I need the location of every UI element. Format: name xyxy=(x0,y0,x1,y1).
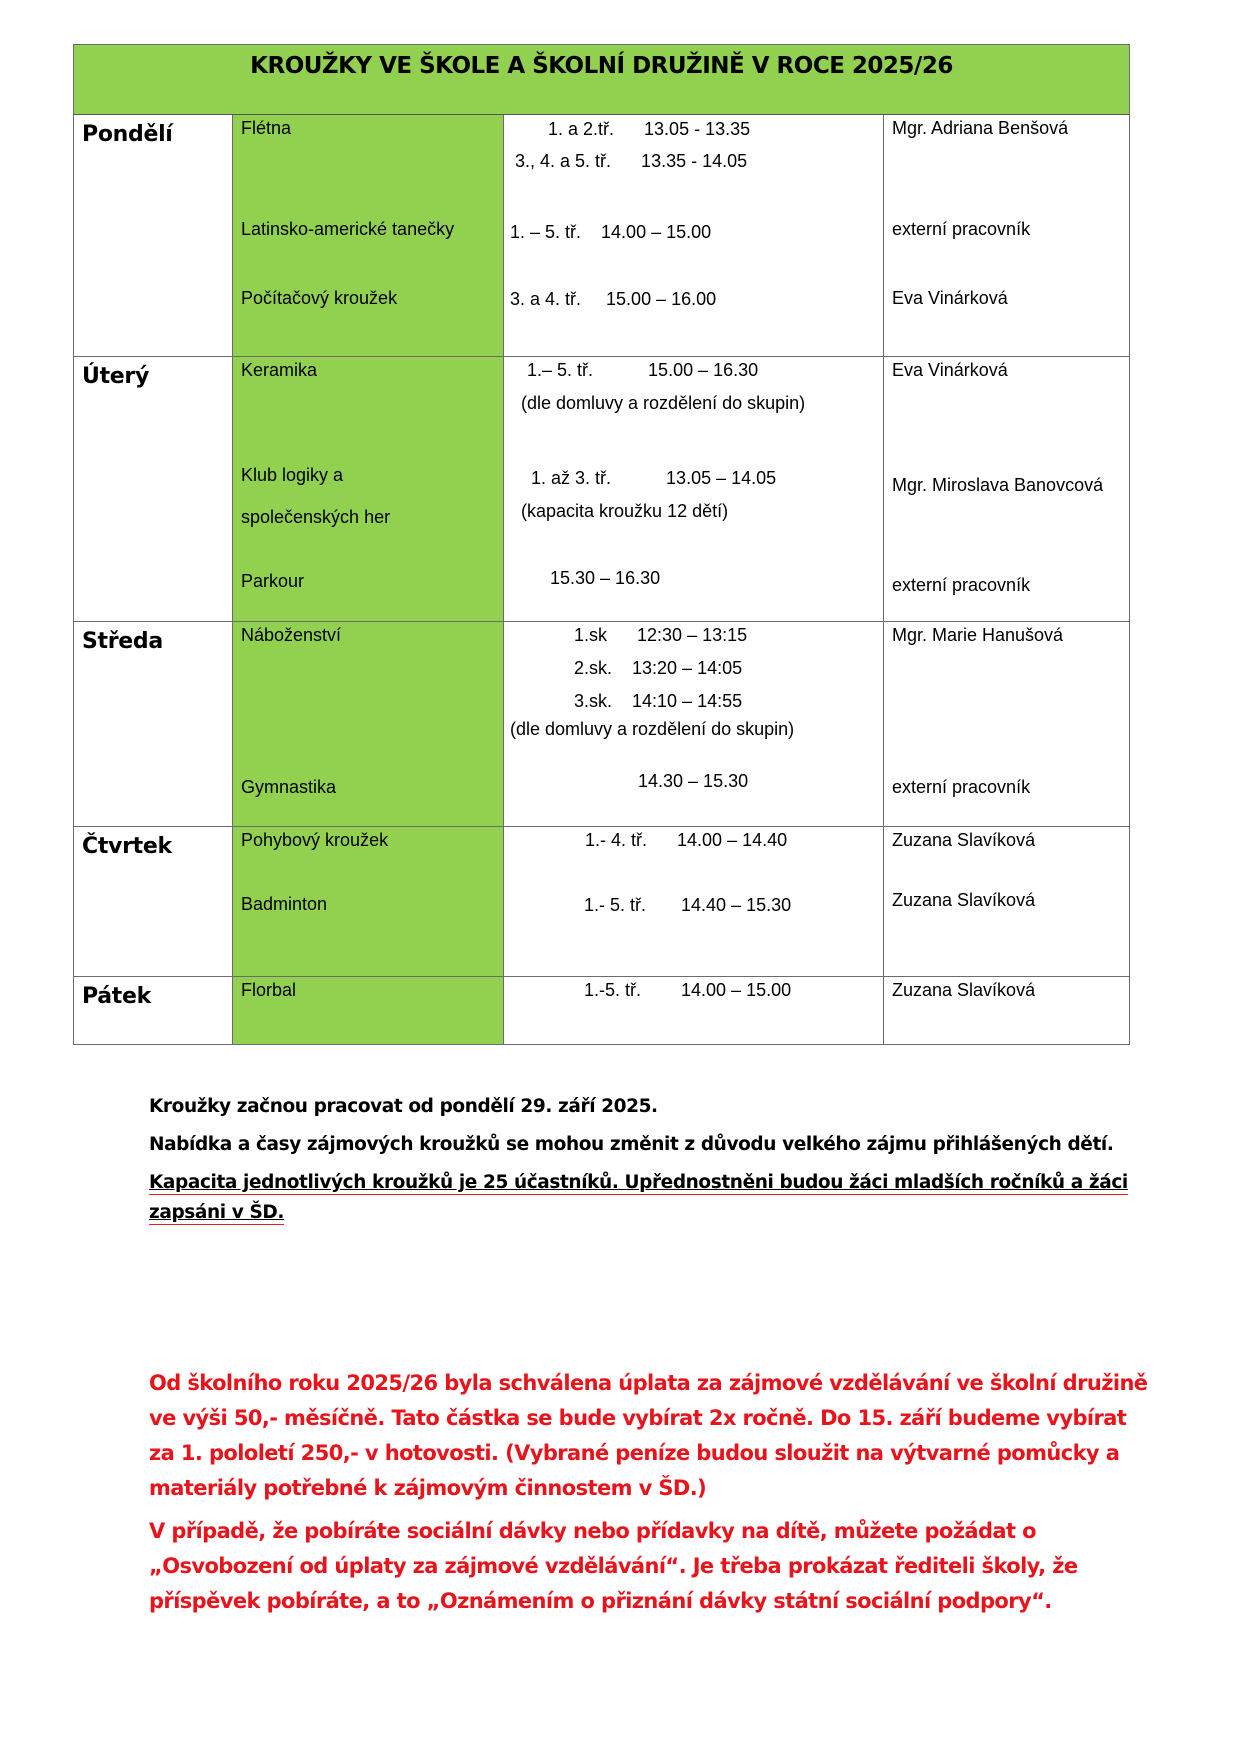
time-slot: 1.-5. tř. 14.00 – 15.00 xyxy=(584,980,792,1000)
exemption-paragraph: V případě, že pobíráte sociální dávky nebo přídavky na dítě, můžete požádat o „Osvobození od úplaty za zájmové vzdělávání“. Je třeba prokázat řediteli školy, že příspěvek pobíráte, a to „Oznámením o přiznání dávky státní sociální podpory“. xyxy=(149,1519,1078,1613)
teacher-name: Mgr. Adriana Benšová xyxy=(892,118,1069,138)
time-note: (kapacita kroužku 12 dětí) xyxy=(521,501,729,521)
page-title: KROUŽKY VE ŠKOLE A ŠKOLNÍ DRUŽINĚ V ROCE 2025/26 xyxy=(250,53,953,79)
activity-name: Florbal xyxy=(241,980,297,1000)
teacher-name: Zuzana Slavíková xyxy=(892,890,1036,910)
day-label: Pondělí xyxy=(74,115,233,356)
time-slot: 1. až 3. tř. 13.05 – 14.05 xyxy=(531,468,777,488)
activity-name: Parkour xyxy=(241,571,305,591)
notes-block xyxy=(149,1092,1139,1236)
teacher-name: Mgr. Marie Hanušová xyxy=(892,625,1064,645)
table-row-friday xyxy=(74,977,1129,1044)
time-slot: 1. a 2.tř. 13.05 - 13.35 xyxy=(548,119,751,139)
activity-name: Gymnastika xyxy=(241,777,337,797)
day-label: Čtvrtek xyxy=(74,827,233,976)
day-label: Úterý xyxy=(74,357,233,621)
teachers-cell xyxy=(884,622,1129,826)
activities-cell xyxy=(233,977,504,1044)
change-note: Nabídka a časy zájmových kroužků se mohou změnit z důvodu velkého zájmu přihlášených dětí. xyxy=(149,1134,1114,1155)
activity-name: Klub logiky a xyxy=(241,465,344,485)
teacher-name: Eva Vinárková xyxy=(892,360,1008,380)
activity-name: Pohybový kroužek xyxy=(241,830,389,850)
activity-name: Keramika xyxy=(241,360,318,380)
teachers-cell xyxy=(884,115,1129,356)
fee-notice xyxy=(149,1366,1149,1627)
times-cell xyxy=(504,115,884,356)
table-row-tuesday xyxy=(74,357,1129,622)
table-header xyxy=(74,45,1129,115)
teacher-name: externí pracovník xyxy=(892,777,1031,797)
times-cell xyxy=(504,827,884,976)
day-label: Středa xyxy=(74,622,233,826)
teacher-name: Zuzana Slavíková xyxy=(892,980,1036,1000)
activities-cell xyxy=(233,115,504,356)
table-row-wednesday xyxy=(74,622,1129,827)
activity-name: Náboženství xyxy=(241,625,342,645)
time-slot: 15.30 – 16.30 xyxy=(550,568,661,588)
table-row-thursday xyxy=(74,827,1129,977)
activities-cell xyxy=(233,827,504,976)
time-slot: 1. – 5. tř. 14.00 – 15.00 xyxy=(510,222,712,242)
schedule-table xyxy=(73,44,1130,1045)
activities-cell xyxy=(233,357,504,621)
time-slot: 3. a 4. tř. 15.00 – 16.00 xyxy=(510,289,717,309)
start-note: Kroužky začnou pracovat od pondělí 29. září 2025. xyxy=(149,1096,658,1117)
teachers-cell xyxy=(884,827,1129,976)
activity-name: Badminton xyxy=(241,894,328,914)
times-cell xyxy=(504,977,884,1044)
time-slot: 1.– 5. tř. 15.00 – 16.30 xyxy=(527,360,759,380)
time-slot: 1.- 5. tř. 14.40 – 15.30 xyxy=(584,895,792,915)
time-note: (dle domluvy a rozdělení do skupin) xyxy=(510,719,795,739)
activity-name: Latinsko-americké tanečky xyxy=(241,219,455,239)
teacher-name: Mgr. Miroslava Banovcová xyxy=(892,475,1104,495)
activities-cell xyxy=(233,622,504,826)
capacity-note xyxy=(149,1168,1139,1228)
time-slot: 3.sk. 14:10 – 14:55 xyxy=(574,691,743,711)
time-slot: 2.sk. 13:20 – 14:05 xyxy=(574,658,743,678)
activity-name: společenských her xyxy=(241,507,391,527)
time-slot: 3., 4. a 5. tř. 13.35 - 14.05 xyxy=(515,151,748,171)
teacher-name: Eva Vinárková xyxy=(892,288,1008,308)
time-slot: 1.sk 12:30 – 13:15 xyxy=(574,625,748,645)
time-slot: 14.30 – 15.30 xyxy=(638,771,749,791)
teachers-cell xyxy=(884,977,1129,1044)
teacher-name: externí pracovník xyxy=(892,219,1031,239)
time-note: (dle domluvy a rozdělení do skupin) xyxy=(521,393,806,413)
teacher-name: externí pracovník xyxy=(892,575,1031,595)
times-cell xyxy=(504,622,884,826)
activity-name: Flétna xyxy=(241,118,292,138)
capacity-note-text: Kapacita jednotlivých kroužků je 25 účastníků. Upřednostněni budou žáci mladších ročníků a žáci zapsáni v ŠD. xyxy=(149,1172,1128,1223)
table-row-monday xyxy=(74,115,1129,357)
activity-name: Počítačový kroužek xyxy=(241,288,398,308)
teacher-name: Zuzana Slavíková xyxy=(892,830,1036,850)
day-label: Pátek xyxy=(74,977,233,1044)
fee-paragraph: Od školního roku 2025/26 byla schválena úplata za zájmové vzdělávání ve školní družině ve výši 50,- měsíčně. Tato částka se bude vybírat 2x ročně. Do 15. září budeme vybírat za 1. pololetí 250,- v hotovosti. (Vybrané peníze budou sloužit na výtvarné pomůcky a materiály potřebné k zájmovým činnostem v ŠD.) xyxy=(149,1371,1148,1500)
time-slot: 1.- 4. tř. 14.00 – 14.40 xyxy=(585,830,788,850)
times-cell xyxy=(504,357,884,621)
teachers-cell xyxy=(884,357,1129,621)
